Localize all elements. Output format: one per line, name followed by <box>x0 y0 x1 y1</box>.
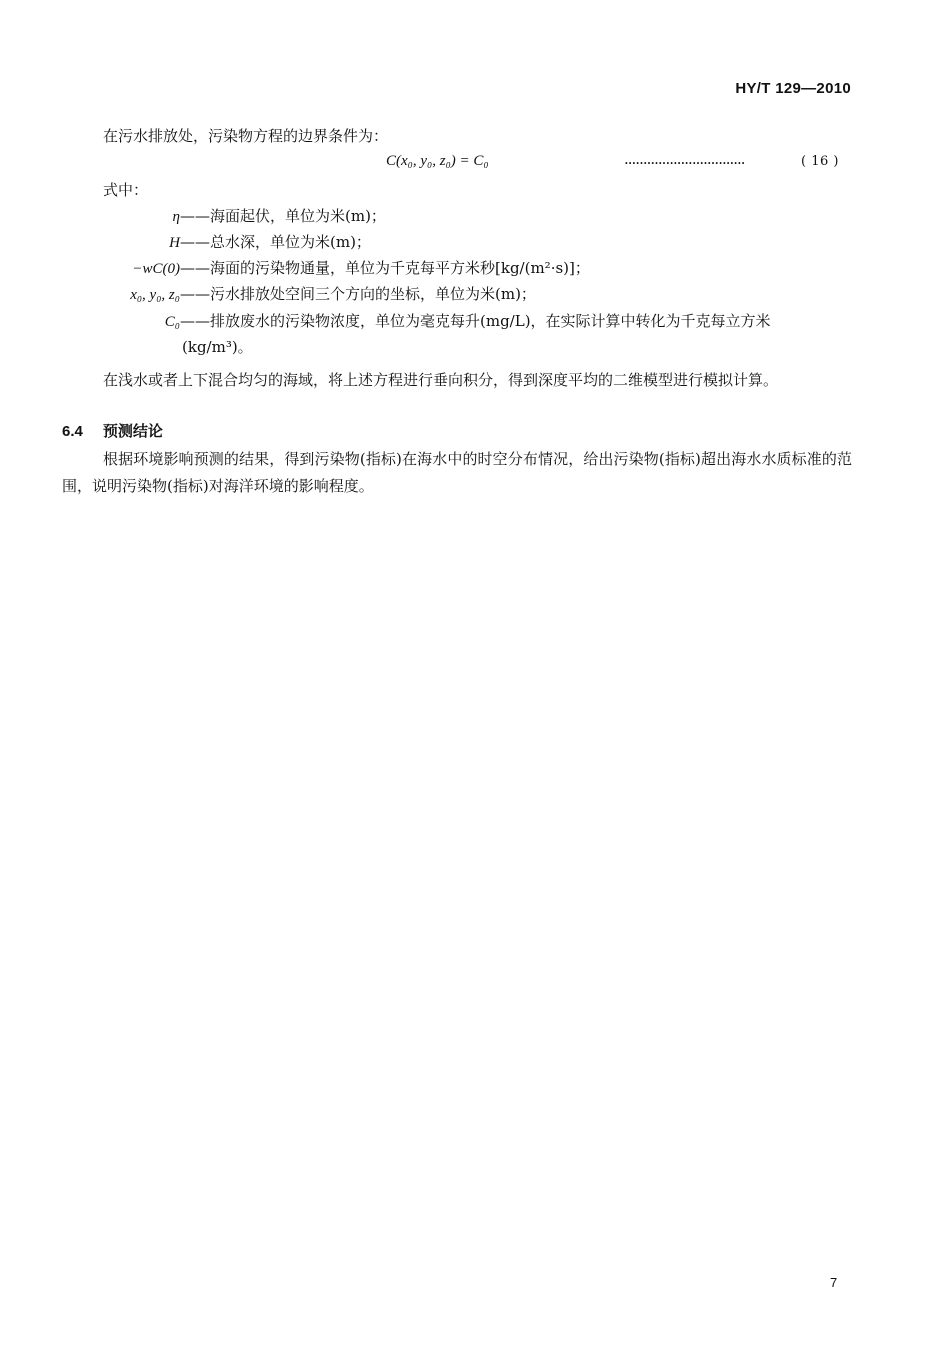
symbol-H: H <box>169 235 180 251</box>
symbol-xyz: x₀, y₀, z₀ <box>130 287 180 303</box>
where-label: 式中： <box>103 181 149 199</box>
equation-leader-dots: ································ <box>624 154 745 172</box>
definition-eta <box>62 206 386 227</box>
definition-coordinates <box>62 284 536 305</box>
definition-flux <box>62 258 590 279</box>
symbol-wC0: −wC(0) <box>132 261 180 277</box>
section-title: 预测结论 <box>102 422 163 440</box>
definition-text: 总水深，单位为米(m)； <box>210 233 371 251</box>
definition-text: 排放废水的污染物浓度，单位为毫克每升(mg/L)，在实际计算中转化为千克每立方米 <box>210 312 771 330</box>
definition-text: 海面的污染物通量，单位为千克每平方米秒[kg/(m²·s)]； <box>210 259 590 277</box>
definition-text: 污水排放处空间三个方向的坐标，单位为米(m)； <box>210 285 536 303</box>
paragraph-shallow-water: 在浅水或者上下混合均匀的海域，将上述方程进行垂向积分，得到深度平均的二维模型进行模拟计算。 <box>103 371 779 389</box>
definition-text: 海面起伏，单位为米(m)； <box>210 207 386 225</box>
equation-16: C(x₀, y₀, z₀) = C₀ <box>386 153 489 169</box>
definition-concentration-continuation: (kg/m³)。 <box>182 338 253 356</box>
section-number: 6.4 <box>62 423 83 440</box>
dash: —— <box>180 207 210 225</box>
symbol-eta: η <box>172 209 180 225</box>
symbol-C0: C₀ <box>164 314 180 330</box>
equation-number: ( 16 ) <box>801 154 839 169</box>
page-number: 7 <box>830 1275 838 1290</box>
boundary-condition-intro: 在污水排放处，污染物方程的边界条件为： <box>103 127 389 145</box>
paragraph-conclusion: 根据环境影响预测的结果，得到污染物(指标)在海水中的时空分布情况，给出污染物(指标)超出海水水质标准的范围，说明污染物(指标)对海洋环境的影响程度。 <box>62 450 852 495</box>
definition-concentration <box>62 311 771 332</box>
dash: —— <box>180 285 210 303</box>
dash: —— <box>180 259 210 277</box>
section-heading <box>62 420 163 441</box>
dash: —— <box>180 233 210 251</box>
dash: —— <box>180 312 210 330</box>
definition-depth <box>62 232 371 253</box>
standard-code: HY/T 129—2010 <box>735 80 851 97</box>
